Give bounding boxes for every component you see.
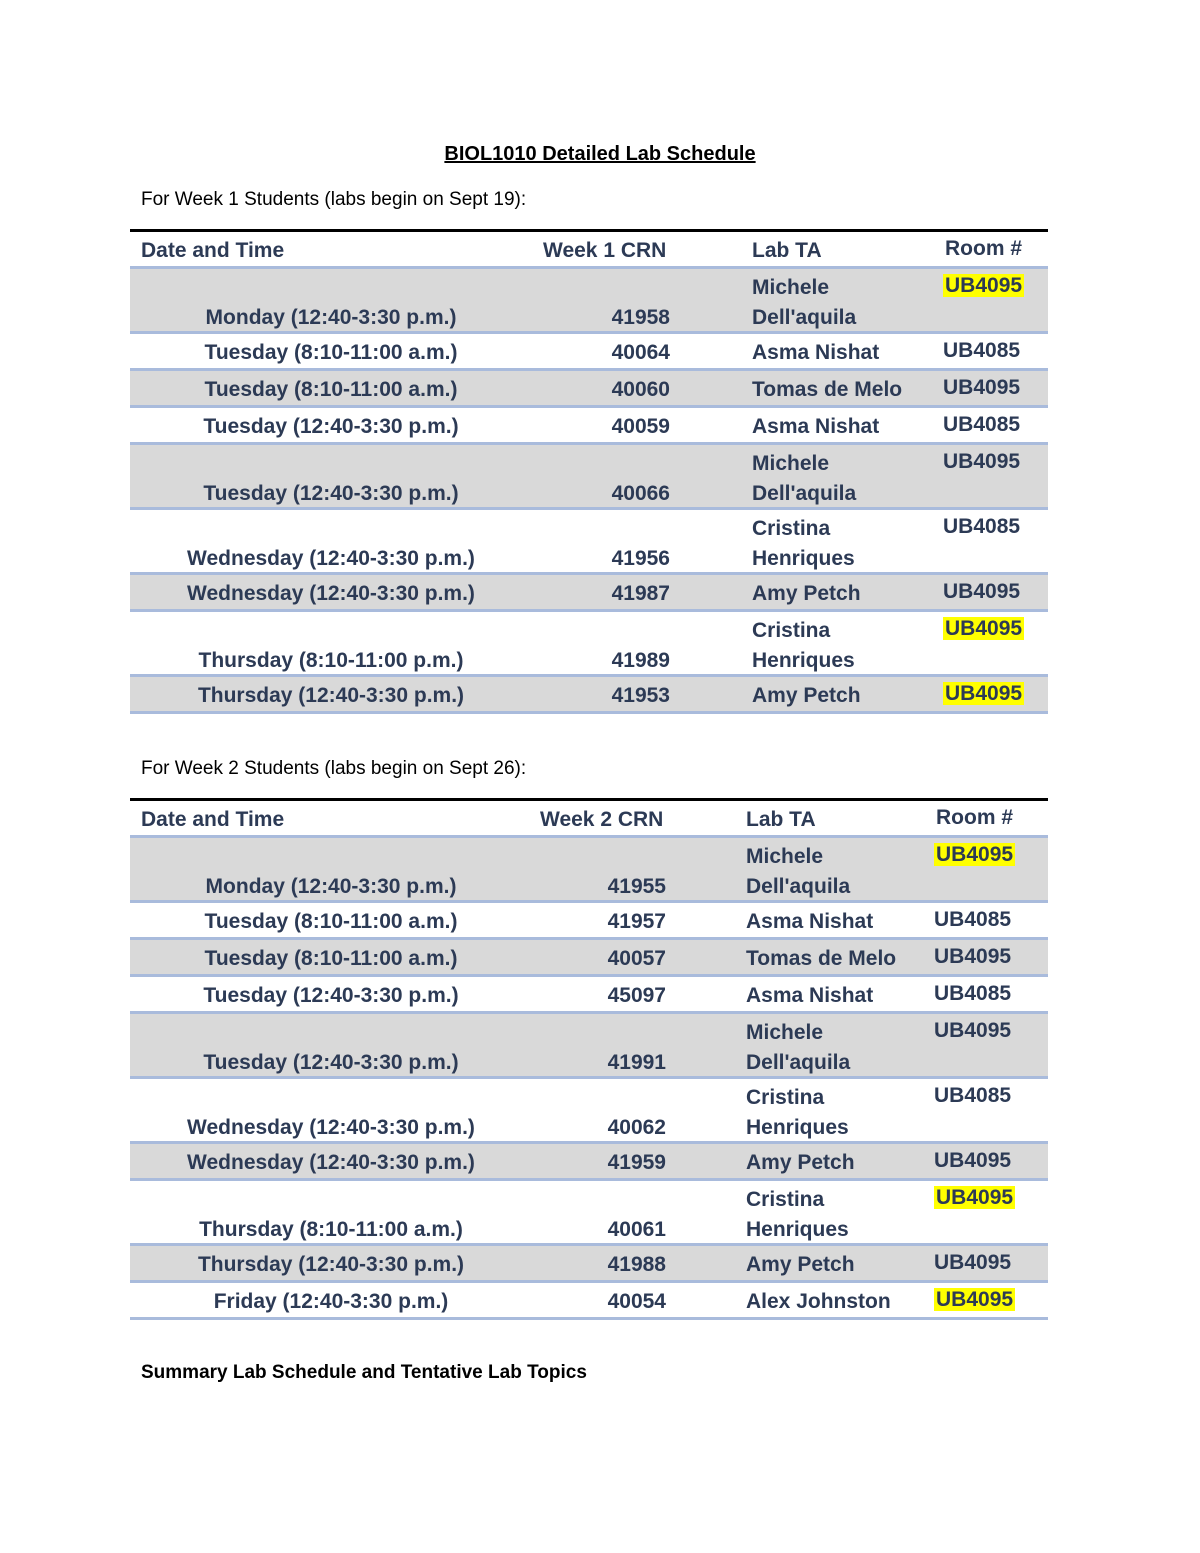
header-room: Room # xyxy=(945,237,1023,260)
table-row xyxy=(130,838,1048,903)
row-date-time: Wednesday (12:40-3:30 p.m.) xyxy=(187,547,475,570)
row-crn: 40066 xyxy=(611,482,670,505)
room-highlighted: UB4095 xyxy=(945,617,1023,640)
room-highlighted: UB4095 xyxy=(936,1288,1014,1311)
row-date-time: Tuesday (8:10-11:00 a.m.) xyxy=(204,378,458,401)
row-room xyxy=(934,1146,1011,1176)
row-lab-ta: Amy Petch xyxy=(746,1253,855,1276)
row-crn: 41958 xyxy=(611,306,670,329)
row-crn: 41988 xyxy=(607,1253,666,1276)
row-crn: 40060 xyxy=(611,378,670,401)
row-crn: 41991 xyxy=(607,1051,666,1074)
header-lab-ta: Lab TA xyxy=(752,239,822,262)
row-lab-ta: Tomas de Melo xyxy=(752,378,903,401)
row-crn: 40061 xyxy=(607,1218,666,1241)
row-date-time: Tuesday (12:40-3:30 p.m.) xyxy=(203,984,459,1007)
room-highlighted: UB4095 xyxy=(936,843,1014,866)
header-date-time: Date and Time xyxy=(141,239,285,262)
table-row xyxy=(130,1283,1048,1320)
row-room xyxy=(943,679,1024,709)
table-row xyxy=(130,677,1048,714)
row-date-time: Thursday (8:10-11:00 p.m.) xyxy=(198,649,464,672)
row-lab-ta: Michele xyxy=(752,276,830,299)
table-row xyxy=(130,1181,1048,1246)
table-row xyxy=(130,940,1048,977)
table-row xyxy=(130,1014,1048,1079)
room-value: UB4095 xyxy=(943,450,1021,473)
row-room xyxy=(943,512,1020,542)
row-crn: 41959 xyxy=(607,1151,666,1174)
row-date-time: Monday (12:40-3:30 p.m.) xyxy=(205,306,457,329)
row-crn: 41989 xyxy=(611,649,670,672)
summary-heading: Summary Lab Schedule and Tentative Lab Topics xyxy=(141,1362,587,1383)
table-row xyxy=(130,612,1048,677)
row-crn: 40057 xyxy=(607,947,666,970)
row-room xyxy=(943,577,1020,607)
row-lab-ta: Cristina xyxy=(746,1188,825,1211)
room-value: UB4095 xyxy=(943,580,1021,603)
row-room xyxy=(943,271,1024,301)
row-room xyxy=(934,905,1011,935)
row-crn: 45097 xyxy=(607,984,666,1007)
row-crn: 41956 xyxy=(611,547,670,570)
row-crn: 41957 xyxy=(607,910,666,933)
table-row xyxy=(130,510,1048,575)
row-date-time: Tuesday (8:10-11:00 a.m.) xyxy=(204,910,458,933)
row-crn: 40059 xyxy=(611,415,670,438)
table-row xyxy=(130,408,1048,445)
header-room: Room # xyxy=(936,806,1014,829)
room-value: UB4085 xyxy=(943,413,1021,436)
table-row xyxy=(130,269,1048,334)
row-date-time: Monday (12:40-3:30 p.m.) xyxy=(205,875,457,898)
row-room xyxy=(943,373,1020,403)
room-value: UB4085 xyxy=(934,908,1012,931)
room-value: UB4095 xyxy=(934,1251,1012,1274)
row-lab-ta-line2: Dell'aquila xyxy=(746,1051,851,1074)
row-room xyxy=(934,1248,1011,1278)
room-value: UB4085 xyxy=(943,339,1021,362)
row-lab-ta: Cristina xyxy=(752,619,831,642)
row-lab-ta: Asma Nishat xyxy=(752,415,880,438)
row-crn: 40064 xyxy=(611,341,670,364)
room-highlighted: UB4095 xyxy=(945,274,1023,297)
row-lab-ta: Amy Petch xyxy=(752,582,861,605)
page-title: BIOL1010 Detailed Lab Schedule xyxy=(444,143,756,165)
table-row xyxy=(130,371,1048,408)
row-date-time: Wednesday (12:40-3:30 p.m.) xyxy=(187,1151,475,1174)
row-lab-ta: Michele xyxy=(752,452,830,475)
table-row xyxy=(130,1246,1048,1283)
row-room xyxy=(934,1183,1015,1213)
row-lab-ta-line2: Henriques xyxy=(746,1218,849,1241)
row-crn: 41953 xyxy=(611,684,670,707)
row-date-time: Thursday (8:10-11:00 a.m.) xyxy=(199,1218,463,1241)
row-room xyxy=(934,840,1015,870)
header-date-time: Date and Time xyxy=(141,808,285,831)
row-lab-ta-line2: Dell'aquila xyxy=(752,306,857,329)
row-lab-ta-line2: Henriques xyxy=(746,1116,849,1139)
header-lab-ta: Lab TA xyxy=(746,808,816,831)
row-date-time: Tuesday (12:40-3:30 p.m.) xyxy=(203,415,459,438)
row-crn: 40054 xyxy=(607,1290,666,1313)
row-room xyxy=(934,942,1011,972)
row-date-time: Tuesday (8:10-11:00 a.m.) xyxy=(204,947,458,970)
room-value: UB4095 xyxy=(934,1019,1012,1042)
row-lab-ta: Alex Johnston xyxy=(746,1290,891,1313)
row-room xyxy=(943,447,1020,477)
table-row xyxy=(130,1144,1048,1181)
row-date-time: Friday (12:40-3:30 p.m.) xyxy=(213,1290,449,1313)
room-value: UB4095 xyxy=(943,376,1021,399)
row-lab-ta: Asma Nishat xyxy=(746,910,874,933)
row-date-time: Wednesday (12:40-3:30 p.m.) xyxy=(187,582,475,605)
row-lab-ta: Cristina xyxy=(752,517,831,540)
row-lab-ta: Asma Nishat xyxy=(752,341,880,364)
room-value: UB4085 xyxy=(934,982,1012,1005)
row-lab-ta-line2: Dell'aquila xyxy=(746,875,851,898)
table-row xyxy=(130,575,1048,612)
row-lab-ta-line2: Henriques xyxy=(752,649,855,672)
room-highlighted: UB4095 xyxy=(945,682,1023,705)
row-date-time: Tuesday (12:40-3:30 p.m.) xyxy=(203,1051,459,1074)
row-date-time: Wednesday (12:40-3:30 p.m.) xyxy=(187,1116,475,1139)
row-crn: 41987 xyxy=(611,582,670,605)
row-lab-ta: Michele xyxy=(746,1021,824,1044)
row-lab-ta: Cristina xyxy=(746,1086,825,1109)
week1-intro: For Week 1 Students (labs begin on Sept 19): xyxy=(141,189,527,210)
row-room xyxy=(943,614,1024,644)
row-lab-ta-line2: Dell'aquila xyxy=(752,482,857,505)
row-crn: 41955 xyxy=(607,875,666,898)
table-header-row xyxy=(130,801,1048,838)
row-date-time: Thursday (12:40-3:30 p.m.) xyxy=(197,1253,465,1276)
row-lab-ta: Amy Petch xyxy=(746,1151,855,1174)
row-date-time: Thursday (12:40-3:30 p.m.) xyxy=(197,684,465,707)
row-room xyxy=(934,979,1011,1009)
row-room xyxy=(934,1081,1011,1111)
row-lab-ta: Asma Nishat xyxy=(746,984,874,1007)
header-crn: Week 2 CRN xyxy=(540,808,664,831)
room-value: UB4095 xyxy=(934,945,1012,968)
row-lab-ta: Michele xyxy=(746,845,824,868)
row-crn: 40062 xyxy=(607,1116,666,1139)
row-room xyxy=(934,1285,1015,1315)
week2-intro: For Week 2 Students (labs begin on Sept 26): xyxy=(141,758,527,779)
room-value: UB4095 xyxy=(934,1149,1012,1172)
room-value: UB4085 xyxy=(943,515,1021,538)
table-row xyxy=(130,1079,1048,1144)
row-room xyxy=(934,1016,1011,1046)
row-date-time: Tuesday (8:10-11:00 a.m.) xyxy=(204,341,458,364)
table-row xyxy=(130,903,1048,940)
table-row xyxy=(130,334,1048,371)
room-value: UB4085 xyxy=(934,1084,1012,1107)
row-lab-ta-line2: Henriques xyxy=(752,547,855,570)
row-date-time: Tuesday (12:40-3:30 p.m.) xyxy=(203,482,459,505)
table-header-row xyxy=(130,232,1048,269)
table-row xyxy=(130,445,1048,510)
header-crn: Week 1 CRN xyxy=(543,239,667,262)
week2-schedule-table xyxy=(130,798,1048,1320)
table-row xyxy=(130,977,1048,1014)
week1-schedule-table xyxy=(130,229,1048,714)
row-room xyxy=(943,336,1020,366)
row-lab-ta: Amy Petch xyxy=(752,684,861,707)
row-room xyxy=(943,410,1020,440)
room-highlighted: UB4095 xyxy=(936,1186,1014,1209)
row-lab-ta: Tomas de Melo xyxy=(746,947,897,970)
